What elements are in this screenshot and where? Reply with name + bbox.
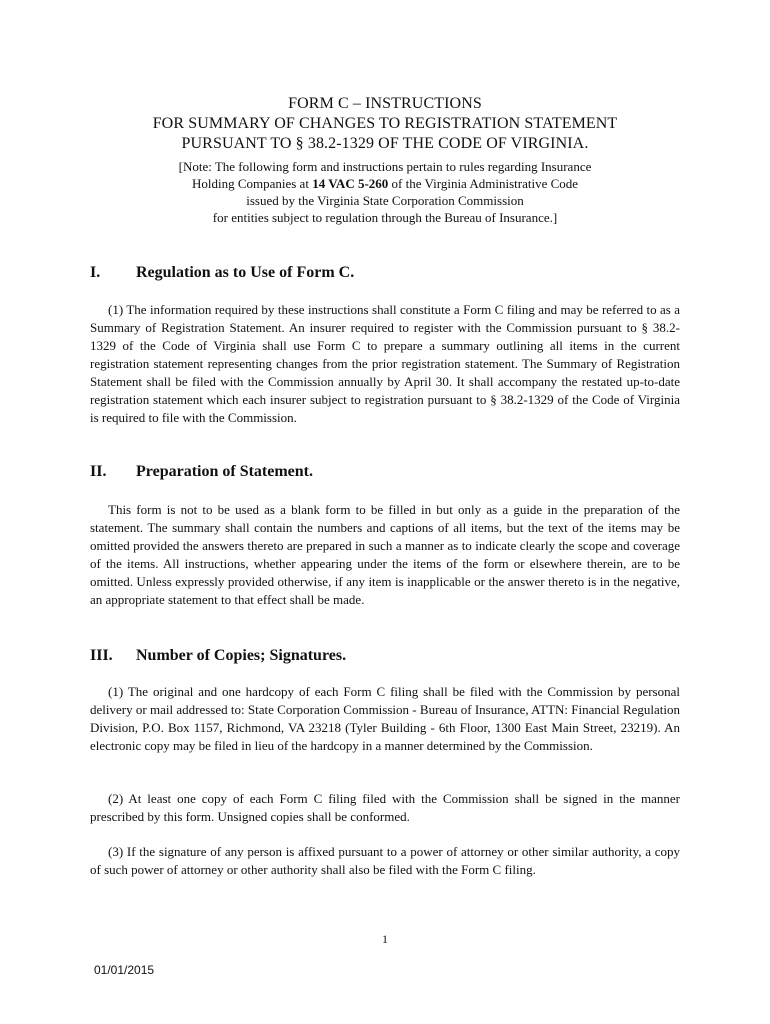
vac-reference: 14 VAC 5-260	[312, 176, 389, 191]
note-line-3: issued by the Virginia State Corporation Commission	[246, 193, 524, 208]
page-number: 1	[382, 932, 388, 946]
section-heading-2	[90, 462, 313, 482]
section-2-paragraph-1: This form is not to be used as a blank form to be filled in but only as a guide in the preparation of the statement. The summary shall contain the numbers and captions of all items, but the text of the items may be omitted provided the answers thereto are prepared in such a manner as to indicate clearly the scope and coverage of the items. All instructions, whether appearing under the items of the form or elsewhere therein, are to be omitted. Unless expressly provided otherwise, if any item is inapplicable or the answer thereto is in the negative, an appropriate statement to that effect shall be made.	[90, 502, 680, 607]
section-number: I.	[90, 264, 101, 281]
section-3-paragraph-3: (3) If the signature of any person is affixed pursuant to a power of attorney or other similar authority, a copy of such power of attorney or other authority shall also be filed with the Form C filing.	[90, 844, 680, 877]
form-title: FORM C – INSTRUCTIONS	[288, 95, 482, 112]
section-heading-3	[90, 646, 346, 666]
note-line-2-post: of the Virginia Administrative Code	[388, 176, 579, 191]
section-heading-1	[90, 263, 354, 283]
section-3-paragraph-2: (2) At least one copy of each Form C filing filed with the Commission shall be signed in the manner prescribed by this form. Unsigned copies shall be conformed.	[90, 791, 680, 824]
section-3-paragraph-1: (1) The original and one hardcopy of each Form C filing shall be filed with the Commission by personal delivery or mail addressed to: State Corporation Commission - Bureau of Insurance, ATTN: Financial Regulation Division, P.O. Box 1157, Richmond, VA 23218 (Tyler Building - 6th Floor, 1300 East Main Street, 23219). An electronic copy may be filed in lieu of the hardcopy in a manner determined by the Commission.	[90, 684, 680, 753]
note-line-2-pre: Holding Companies at	[191, 176, 313, 191]
regulation-note	[90, 158, 680, 226]
form-subtitle: FOR SUMMARY OF CHANGES TO REGISTRATION STATEMENT	[152, 115, 618, 132]
section-number: II.	[90, 463, 107, 480]
section-number: III.	[90, 647, 113, 664]
note-line-1: [Note: The following form and instructions pertain to rules regarding Insurance	[178, 159, 592, 174]
note-line-2	[90, 175, 680, 192]
section-title: Preparation of Statement.	[136, 463, 313, 480]
section-1-paragraph-1: (1) The information required by these instructions shall constitute a Form C filing and may be referred to as a Summary of Registration Statement. An insurer required to register with the Commission pursuant to § 38.2-1329 of the Code of Virginia shall use Form C to prepare a summary outlining all items in the current registration statement representing changes from the prior registration statement. The Summary of Registration Statement shall be filed with the Commission annually by April 30. It shall accompany the restated up-to-date registration statement which each insurer subject to registration pursuant to § 38.2-1329 of the Code of Virginia is required to file with the Commission.	[90, 302, 680, 425]
footer-date: 01/01/2015	[94, 963, 155, 977]
section-title: Number of Copies; Signatures.	[136, 647, 347, 664]
document-header	[90, 94, 680, 226]
note-line-4: for entities subject to regulation through the Bureau of Insurance.]	[212, 210, 558, 225]
statute-reference: PURSUANT TO § 38.2-1329 OF THE CODE OF VIRGINIA.	[181, 135, 589, 152]
section-title: Regulation as to Use of Form C.	[136, 264, 355, 281]
